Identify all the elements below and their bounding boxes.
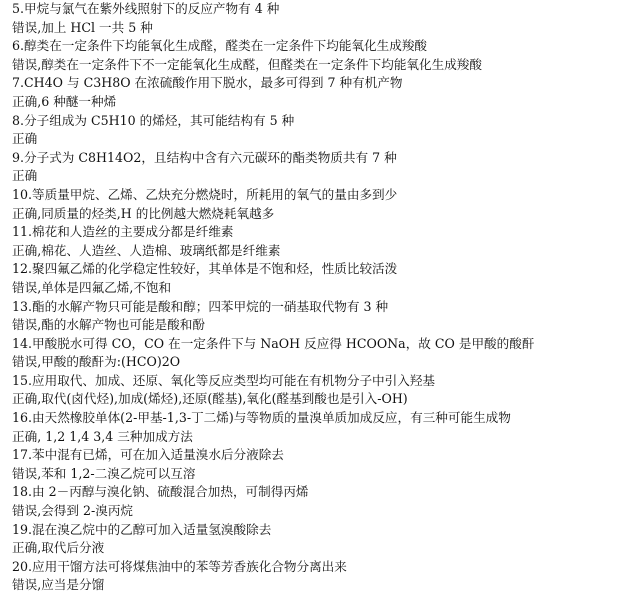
text-line: 5.甲烷与氯气在紫外线照射下的反应产物有 4 种 — [12, 1, 280, 16]
text-line: 6.醇类在一定条件下均能氧化生成醛，醛类在一定条件下均能氧化生成羧酸 — [12, 38, 428, 54]
text-line: 11.棉花和人造丝的主要成分都是纤维素 — [12, 224, 234, 240]
text-line: 7.CH4O 与 C3H8O 在浓硫酸作用下脱水，最多可得到 7 种有机产物 — [12, 75, 403, 91]
text-line: 错误,会得到 2-溴丙烷 — [12, 503, 134, 519]
text-line: 正确,取代后分液 — [12, 540, 105, 556]
text-line: 正确,取代(卤代烃),加成(烯烃),还原(醛基),氧化(醛基到酸也是引入-OH) — [12, 391, 408, 407]
text-line: 正确 — [12, 131, 38, 147]
text-line: 错误,加上 HCl 一共 5 种 — [12, 19, 153, 35]
text-line: 错误,醇类在一定条件下不一定能氧化生成醛，但醛类在一定条件下均能氧化生成羧酸 — [12, 56, 482, 72]
text-line: 正确,同质量的烃类,H 的比例越大燃烧耗氧越多 — [12, 205, 275, 221]
text-line: 正确,6 种醚一种烯 — [12, 93, 117, 109]
text-line: 16.由天然橡胶单体(2-甲基-1,3-丁二烯)与等物质的量溴单质加成反应，有三种可能生成物 — [12, 410, 511, 426]
text-line: 正确 — [12, 168, 38, 184]
text-line: 19.混在溴乙烷中的乙醇可加入适量氢溴酸除去 — [12, 521, 272, 537]
text-line: 错误,酯的水解产物也可能是酸和酚 — [12, 317, 205, 333]
text-line: 10.等质量甲烷、乙烯、乙炔充分燃烧时，所耗用的氧气的量由多到少 — [12, 186, 398, 202]
text-line: 14.甲酸脱水可得 CO，CO 在一定条件下与 NaOH 反应得 HCOONa，故 CO 是甲酸的酸酐 — [12, 335, 535, 351]
text-line: 正确, 1,2 1,4 3,4 三种加成方法 — [12, 428, 193, 444]
text-line: 错误,甲酸的酸酐为:(HCO)2O — [12, 354, 181, 370]
text-line: 20.应用干馏方法可将煤焦油中的苯等芳香族化合物分离出来 — [12, 558, 347, 574]
text-line: 8.分子组成为 C5H10 的烯烃，其可能结构有 5 种 — [12, 112, 295, 128]
text-line: 错误,应当是分馏 — [12, 577, 105, 593]
text-line: 正确,棉花、人造丝、人造棉、玻璃纸都是纤维素 — [12, 242, 281, 258]
text-line: 17.苯中混有已烯，可在加入适量溴水后分液除去 — [12, 447, 284, 463]
text-line: 错误,单体是四氟乙烯,不饱和 — [12, 279, 172, 295]
text-line: 错误,苯和 1,2-二溴乙烷可以互溶 — [12, 465, 196, 481]
text-line: 15.应用取代、加成、还原、氧化等反应类型均可能在有机物分子中引入羟基 — [12, 372, 436, 388]
text-line: 18.由 2－丙醇与溴化钠、硫酸混合加热，可制得丙烯 — [12, 484, 309, 500]
text-line: 13.酯的水解产物只可能是酸和醇；四苯甲烷的一硝基取代物有 3 种 — [12, 298, 389, 314]
text-line: 9.分子式为 C8H14O2，且结构中含有六元碳环的酯类物质共有 7 种 — [12, 149, 397, 165]
text-line: 12.聚四氟乙烯的化学稳定性较好，其单体是不饱和烃，性质比较活泼 — [12, 261, 398, 277]
